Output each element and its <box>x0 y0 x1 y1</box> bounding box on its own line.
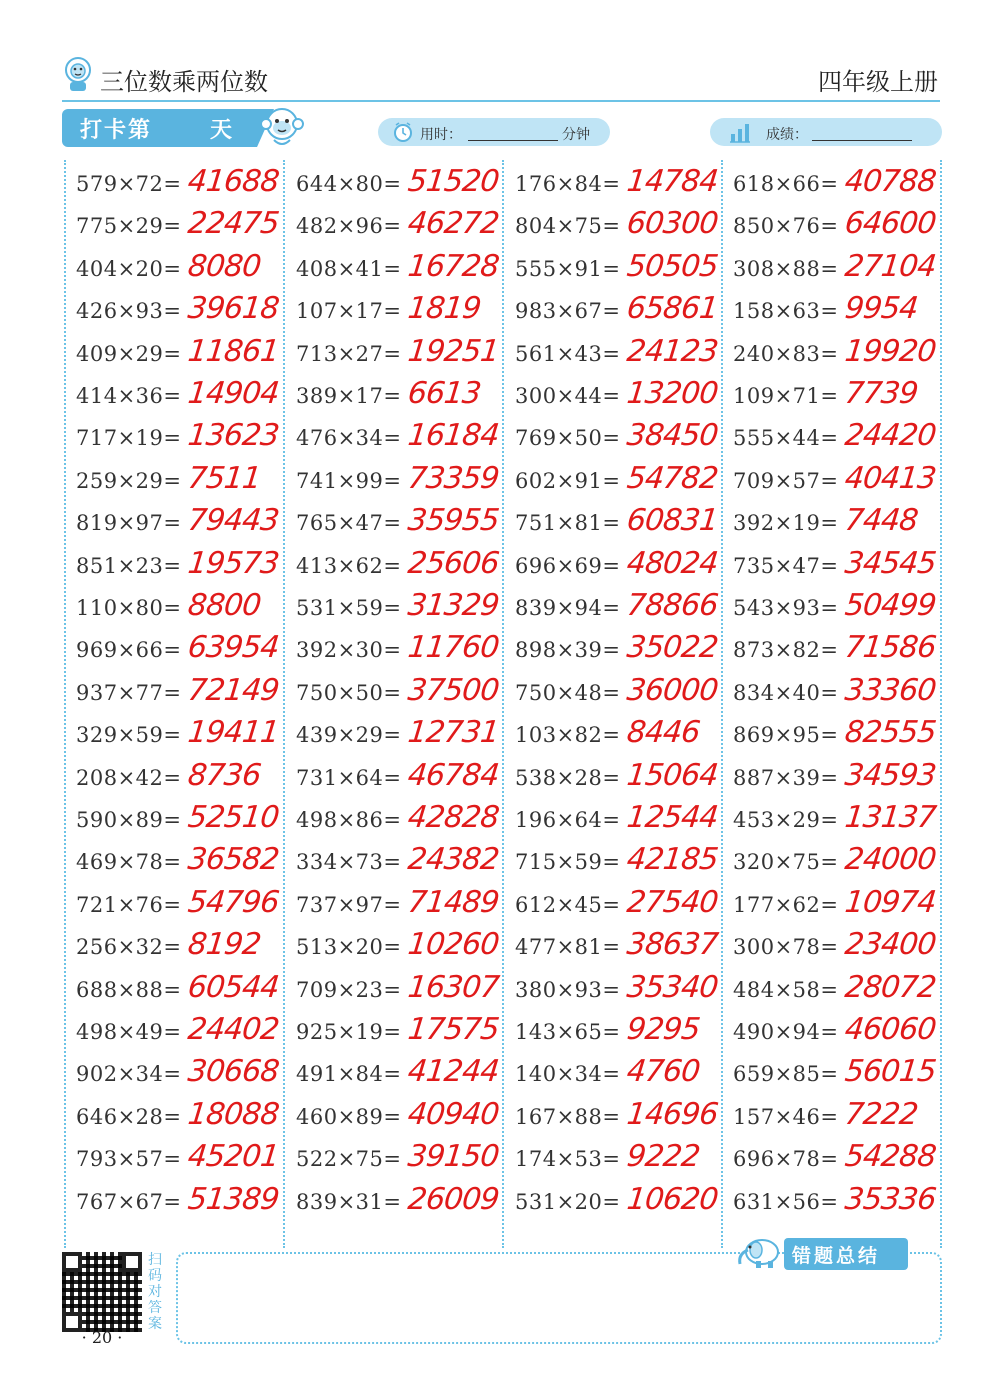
handwritten-answer: 34593 <box>843 757 938 793</box>
handwritten-answer: 37500 <box>406 672 501 708</box>
handwritten-answer: 51520 <box>406 164 501 199</box>
handwritten-answer: 25606 <box>406 545 501 581</box>
handwritten-answer: 35340 <box>625 969 720 1005</box>
handwritten-answer: 46060 <box>843 1012 938 1047</box>
handwritten-answer: 42828 <box>406 800 501 835</box>
handwritten-answer: 38450 <box>625 418 720 454</box>
problem-expression: 329×59= <box>76 723 182 748</box>
grade-label: 四年级上册 <box>818 68 938 96</box>
problem-expression: 659×85= <box>733 1062 839 1087</box>
handwritten-answer: 18088 <box>186 1096 281 1132</box>
problem-expression: 793×57= <box>76 1147 182 1172</box>
problem-expression: 713×27= <box>296 341 402 366</box>
handwritten-answer: 60300 <box>625 206 720 242</box>
problem-expression: 579×72= <box>76 172 182 196</box>
handwritten-answer: 16728 <box>406 248 501 284</box>
problem-expression: 522×75= <box>296 1147 402 1172</box>
problem-expression: 477×81= <box>515 935 621 960</box>
handwritten-answer: 35022 <box>625 630 720 666</box>
handwritten-answer: 35955 <box>406 503 501 539</box>
handwritten-answer: 19251 <box>406 333 501 369</box>
handwritten-answer: 73359 <box>406 460 501 496</box>
problem-expression: 513×20= <box>296 935 402 960</box>
problem-expression: 439×29= <box>296 723 402 748</box>
problem-expression: 969×66= <box>76 638 182 663</box>
handwritten-answer: 27104 <box>843 248 938 284</box>
handwritten-answer: 10620 <box>625 1181 720 1217</box>
handwritten-answer: 7739 <box>843 376 920 411</box>
handwritten-answer: 16307 <box>406 969 501 1005</box>
problem-expression: 869×95= <box>733 723 839 748</box>
problem-expression: 208×42= <box>76 765 182 790</box>
problem-expression: 741×99= <box>296 468 402 493</box>
handwritten-answer: 30668 <box>186 1054 281 1090</box>
problem-expression: 839×94= <box>515 596 621 620</box>
handwritten-answer: 35336 <box>843 1181 938 1217</box>
handwritten-answer: 7448 <box>843 503 920 539</box>
handwritten-answer: 17575 <box>406 1012 501 1047</box>
checkin-prefix: 打卡第 <box>80 118 153 143</box>
problem-expression: 531×20= <box>515 1189 621 1214</box>
scan-answer-label: 扫码对答案 <box>148 1252 162 1332</box>
handwritten-answer: 22475 <box>186 206 281 242</box>
problem-expression: 392×19= <box>733 511 839 536</box>
handwritten-answer: 63954 <box>186 630 281 666</box>
problem-expression: 819×97= <box>76 511 182 536</box>
problem-expression: 256×32= <box>76 935 182 960</box>
problem-expression: 167×88= <box>515 1104 621 1129</box>
handwritten-answer: 39618 <box>186 291 281 327</box>
handwritten-answer: 13200 <box>625 376 720 411</box>
handwritten-answer: 82555 <box>843 715 938 751</box>
problem-expression: 259×29= <box>76 468 182 493</box>
handwritten-answer: 38637 <box>625 927 720 963</box>
problem-expression: 476×34= <box>296 426 402 451</box>
problem-expression: 174×53= <box>515 1147 621 1172</box>
problem-expression: 320×75= <box>733 850 839 875</box>
handwritten-answer: 24382 <box>406 842 501 878</box>
handwritten-answer: 12544 <box>625 800 720 835</box>
handwritten-answer: 39150 <box>406 1139 501 1175</box>
problem-expression: 469×78= <box>76 850 182 875</box>
problem-expression: 389×17= <box>296 384 402 408</box>
problem-expression: 887×39= <box>733 765 839 790</box>
handwritten-answer: 8080 <box>186 248 263 284</box>
problem-expression: 898×39= <box>515 638 621 663</box>
page-number: · 20 · <box>81 1328 123 1347</box>
handwritten-answer: 27540 <box>625 884 720 920</box>
handwritten-answer: 14784 <box>625 164 720 199</box>
handwritten-answer: 79443 <box>186 503 281 539</box>
time-input-line[interactable] <box>468 140 558 141</box>
problem-expression: 925×19= <box>296 1020 402 1044</box>
problem-expression: 538×28= <box>515 765 621 790</box>
monkey-icon <box>256 104 308 150</box>
handwritten-answer: 42185 <box>625 842 720 878</box>
handwritten-answer: 8800 <box>186 588 263 623</box>
score-label: 成绩： <box>766 127 808 143</box>
problem-expression: 646×28= <box>76 1104 182 1129</box>
handwritten-answer: 12731 <box>406 715 501 751</box>
handwritten-answer: 9295 <box>625 1012 702 1047</box>
handwritten-answer: 40940 <box>406 1096 501 1132</box>
problem-expression: 590×89= <box>76 808 182 832</box>
problem-expression: 543×93= <box>733 596 839 620</box>
handwritten-answer: 10260 <box>406 927 501 963</box>
handwritten-answer: 36000 <box>625 672 720 708</box>
checkin-suffix: 天 <box>210 118 233 143</box>
handwritten-answer: 54782 <box>625 460 720 496</box>
handwritten-answer: 60544 <box>186 969 281 1005</box>
problem-expression: 834×40= <box>733 680 839 705</box>
time-unit: 分钟 <box>562 127 590 143</box>
handwritten-answer: 9222 <box>625 1139 702 1175</box>
handwritten-answer: 26009 <box>406 1181 501 1217</box>
elephant-icon <box>734 1234 784 1270</box>
problem-expression: 484×58= <box>733 977 839 1002</box>
handwritten-answer: 8192 <box>186 927 263 963</box>
problem-expression: 196×64= <box>515 808 621 832</box>
problem-expression: 143×65= <box>515 1020 621 1044</box>
handwritten-answer: 11861 <box>186 333 281 369</box>
problem-expression: 240×83= <box>733 341 839 366</box>
problem-expression: 498×49= <box>76 1020 182 1044</box>
handwritten-answer: 6613 <box>406 376 483 411</box>
handwritten-answer: 19920 <box>843 333 938 369</box>
problem-expression: 460×89= <box>296 1104 402 1129</box>
problem-expression: 765×47= <box>296 511 402 536</box>
problem-expression: 110×80= <box>76 596 182 620</box>
problem-expression: 644×80= <box>296 172 402 196</box>
handwritten-answer: 1819 <box>406 291 483 327</box>
handwritten-answer: 64600 <box>843 206 938 242</box>
problem-expression: 602×91= <box>515 468 621 493</box>
problem-expression: 850×76= <box>733 214 839 239</box>
handwritten-answer: 8736 <box>186 757 263 793</box>
handwritten-answer: 48024 <box>625 545 720 581</box>
problem-expression: 380×93= <box>515 977 621 1002</box>
lion-logo-icon <box>62 56 94 92</box>
column-divider <box>283 160 285 1248</box>
problem-expression: 140×34= <box>515 1062 621 1087</box>
problem-expression: 408×41= <box>296 256 402 281</box>
column-divider <box>64 160 66 1248</box>
problem-expression: 851×23= <box>76 553 182 578</box>
handwritten-answer: 78866 <box>625 588 720 623</box>
score-input-line[interactable] <box>812 140 912 141</box>
problem-expression: 731×64= <box>296 765 402 790</box>
handwritten-answer: 40413 <box>843 460 938 496</box>
handwritten-answer: 4760 <box>625 1054 702 1090</box>
handwritten-answer: 28072 <box>843 969 938 1005</box>
column-divider <box>502 160 504 1248</box>
problem-expression: 688×88= <box>76 977 182 1002</box>
problem-expression: 531×59= <box>296 596 402 620</box>
problem-expression: 482×96= <box>296 214 402 239</box>
handwritten-answer: 16184 <box>406 418 501 454</box>
handwritten-answer: 51389 <box>186 1181 281 1217</box>
handwritten-answer: 52510 <box>186 800 281 835</box>
problem-expression: 717×19= <box>76 426 182 451</box>
problem-expression: 751×81= <box>515 511 621 536</box>
handwritten-answer: 24420 <box>843 418 938 454</box>
problem-expression: 737×97= <box>296 892 402 917</box>
problem-expression: 721×76= <box>76 892 182 917</box>
handwritten-answer: 33360 <box>843 672 938 708</box>
handwritten-answer: 31329 <box>406 588 501 623</box>
problem-expression: 775×29= <box>76 214 182 239</box>
problem-expression: 769×50= <box>515 426 621 451</box>
problem-expression: 696×78= <box>733 1147 839 1172</box>
handwritten-answer: 14696 <box>625 1096 720 1132</box>
column-divider <box>721 160 723 1248</box>
error-summary-label: 错题总结 <box>792 1245 881 1267</box>
problem-expression: 158×63= <box>733 299 839 324</box>
handwritten-answer: 34545 <box>843 545 938 581</box>
page-title: 三位数乘两位数 <box>100 68 268 96</box>
problem-expression: 804×75= <box>515 214 621 239</box>
problem-expression: 561×43= <box>515 341 621 366</box>
problem-expression: 709×23= <box>296 977 402 1002</box>
handwritten-answer: 8446 <box>625 715 702 751</box>
problem-expression: 696×69= <box>515 553 621 578</box>
handwritten-answer: 41688 <box>186 164 281 199</box>
problem-expression: 983×67= <box>515 299 621 324</box>
problem-expression: 176×84= <box>515 172 621 196</box>
clock-icon <box>392 121 414 143</box>
problem-expression: 300×78= <box>733 935 839 960</box>
handwritten-answer: 54288 <box>843 1139 938 1175</box>
problem-expression: 490×94= <box>733 1020 839 1044</box>
problem-expression: 612×45= <box>515 892 621 917</box>
problem-expression: 715×59= <box>515 850 621 875</box>
problem-expression: 409×29= <box>76 341 182 366</box>
problem-expression: 767×67= <box>76 1189 182 1214</box>
column-divider <box>940 160 942 1248</box>
problem-expression: 873×82= <box>733 638 839 663</box>
handwritten-answer: 40788 <box>843 164 938 199</box>
handwritten-answer: 54796 <box>186 884 281 920</box>
problem-expression: 177×62= <box>733 892 839 917</box>
problem-expression: 157×46= <box>733 1104 839 1129</box>
handwritten-answer: 56015 <box>843 1054 938 1090</box>
handwritten-answer: 14904 <box>186 376 281 411</box>
handwritten-answer: 65861 <box>625 291 720 327</box>
problem-expression: 334×73= <box>296 850 402 875</box>
handwritten-answer: 50505 <box>625 248 720 284</box>
problem-expression: 555×44= <box>733 426 839 451</box>
handwritten-answer: 72149 <box>186 672 281 708</box>
problem-expression: 491×84= <box>296 1062 402 1087</box>
problem-expression: 413×62= <box>296 553 402 578</box>
problem-expression: 107×17= <box>296 299 402 324</box>
handwritten-answer: 11760 <box>406 630 501 666</box>
problem-expression: 750×48= <box>515 680 621 705</box>
handwritten-answer: 7222 <box>843 1096 920 1132</box>
problem-expression: 103×82= <box>515 723 621 748</box>
problem-expression: 426×93= <box>76 299 182 324</box>
handwritten-answer: 7511 <box>186 460 263 496</box>
problem-expression: 937×77= <box>76 680 182 705</box>
problem-expression: 709×57= <box>733 468 839 493</box>
handwritten-answer: 13137 <box>843 800 938 835</box>
handwritten-answer: 24123 <box>625 333 720 369</box>
handwritten-answer: 10974 <box>843 884 938 920</box>
handwritten-answer: 46784 <box>406 757 501 793</box>
handwritten-answer: 24402 <box>186 1012 281 1047</box>
problem-expression: 555×91= <box>515 256 621 281</box>
qr-finder <box>122 1252 142 1272</box>
handwritten-answer: 71586 <box>843 630 938 666</box>
handwritten-answer: 50499 <box>843 588 938 623</box>
handwritten-answer: 24000 <box>843 842 938 878</box>
problem-expression: 750×50= <box>296 680 402 705</box>
handwritten-answer: 71489 <box>406 884 501 920</box>
handwritten-answer: 46272 <box>406 206 501 242</box>
problem-expression: 109×71= <box>733 384 839 408</box>
problem-expression: 618×66= <box>733 172 839 196</box>
problem-expression: 414×36= <box>76 384 182 408</box>
chart-icon <box>728 120 752 144</box>
header-divider <box>62 100 940 102</box>
handwritten-answer: 45201 <box>186 1139 281 1175</box>
handwritten-answer: 19411 <box>186 715 281 751</box>
problem-expression: 308×88= <box>733 256 839 281</box>
problem-expression: 735×47= <box>733 553 839 578</box>
handwritten-answer: 36582 <box>186 842 281 878</box>
problem-expression: 404×20= <box>76 256 182 281</box>
handwritten-answer: 19573 <box>186 545 281 581</box>
time-label: 用时： <box>420 127 462 143</box>
problem-expression: 392×30= <box>296 638 402 663</box>
handwritten-answer: 13623 <box>186 418 281 454</box>
handwritten-answer: 23400 <box>843 927 938 963</box>
handwritten-answer: 15064 <box>625 757 720 793</box>
handwritten-answer: 41244 <box>406 1054 501 1090</box>
problem-expression: 902×34= <box>76 1062 182 1087</box>
problem-expression: 631×56= <box>733 1189 839 1214</box>
qr-finder <box>62 1252 82 1272</box>
problem-expression: 839×31= <box>296 1189 402 1214</box>
handwritten-answer: 60831 <box>625 503 720 539</box>
problem-expression: 300×44= <box>515 384 621 408</box>
problem-expression: 453×29= <box>733 808 839 832</box>
handwritten-answer: 9954 <box>843 291 920 327</box>
problem-expression: 498×86= <box>296 808 402 832</box>
